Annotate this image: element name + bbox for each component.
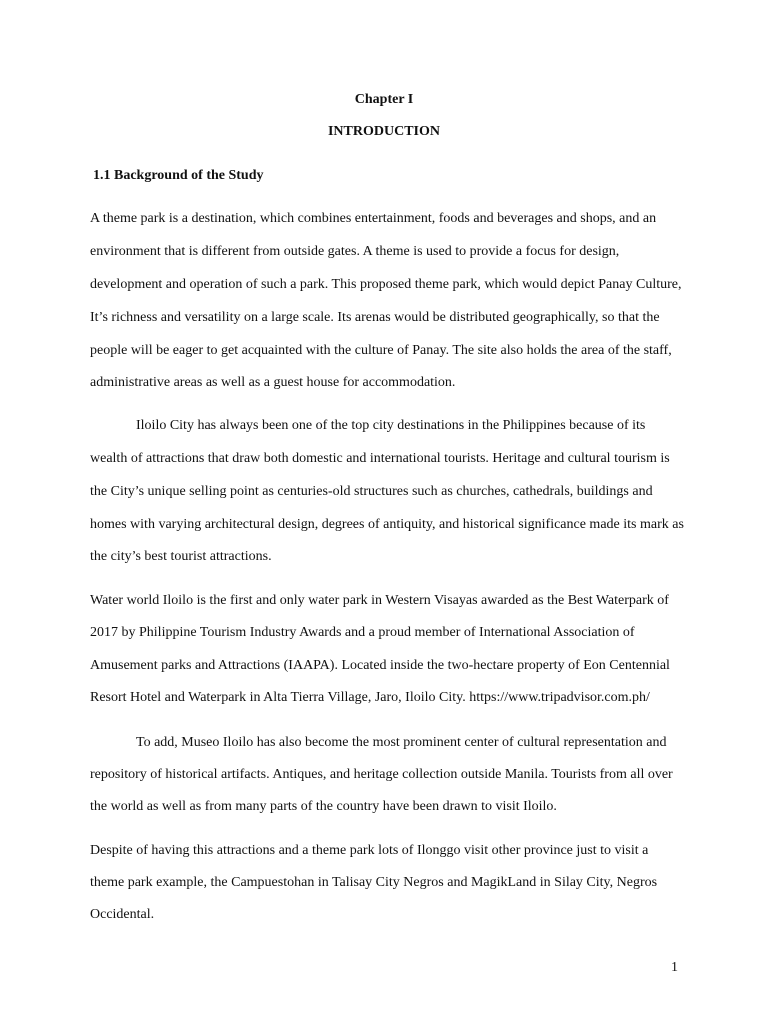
text-line: the world as well as from many parts of the country have been drawn to visit Iloilo. (90, 799, 557, 814)
text-line: homes with varying architectural design, degrees of antiquity, and historical significance made its mark as (90, 517, 684, 532)
text-line: It’s richness and versatility on a large scale. Its arenas would be distributed geographically, so that the (90, 310, 660, 325)
text-line: To add, Museo Iloilo has also become the most prominent center of cultural representation and (136, 735, 667, 750)
text-line: wealth of attractions that draw both domestic and international tourists. Heritage and cultural tourism is (90, 451, 670, 466)
chapter-title: INTRODUCTION (327, 124, 440, 139)
text-line: Iloilo City has always been one of the top city destinations in the Philippines because of its (136, 418, 646, 433)
text-line: Occidental. (90, 907, 155, 922)
text-line: people will be eager to get acquainted with the culture of Panay. The site also holds the area of the staff, (90, 343, 672, 358)
text-line: Despite of having this attractions and a theme park lots of Ilonggo visit other province just to visit a (90, 843, 649, 858)
page-number: 1 (671, 960, 678, 975)
chapter-label: Chapter I (354, 92, 414, 107)
text-line: the City’s unique selling point as centuries-old structures such as churches, cathedrals, buildings and (90, 484, 653, 499)
section-heading: 1.1 Background of the Study (93, 168, 264, 183)
text-line: 2017 by Philippine Tourism Industry Awards and a proud member of International Association of (90, 625, 635, 640)
text-line: repository of historical artifacts. Antiques, and heritage collection outside Manila. Tourists from all over (90, 767, 673, 782)
text-line: Amusement parks and Attractions (IAAPA). Located inside the two-hectare property of Eon Centennial (90, 658, 670, 673)
text-line: A theme park is a destination, which combines entertainment, foods and beverages and shops, and an (90, 211, 657, 226)
text-line: environment that is different from outside gates. A theme is used to provide a focus for design, (90, 244, 620, 259)
text-line: the city’s best tourist attractions. (90, 549, 272, 564)
text-line: administrative areas as well as a guest house for accommodation. (90, 375, 456, 390)
text-line: Resort Hotel and Waterpark in Alta Tierra Village, Jaro, Iloilo City. https://www.tripadvisor.com.ph/ (90, 690, 650, 705)
text-line: theme park example, the Campuestohan in Talisay City Negros and MagikLand in Silay City, Negros (90, 875, 658, 890)
text-line: development and operation of such a park. This proposed theme park, which would depict Panay Culture, (90, 277, 682, 292)
text-line: Water world Iloilo is the first and only water park in Western Visayas awarded as the Best Waterpark of (90, 593, 669, 608)
